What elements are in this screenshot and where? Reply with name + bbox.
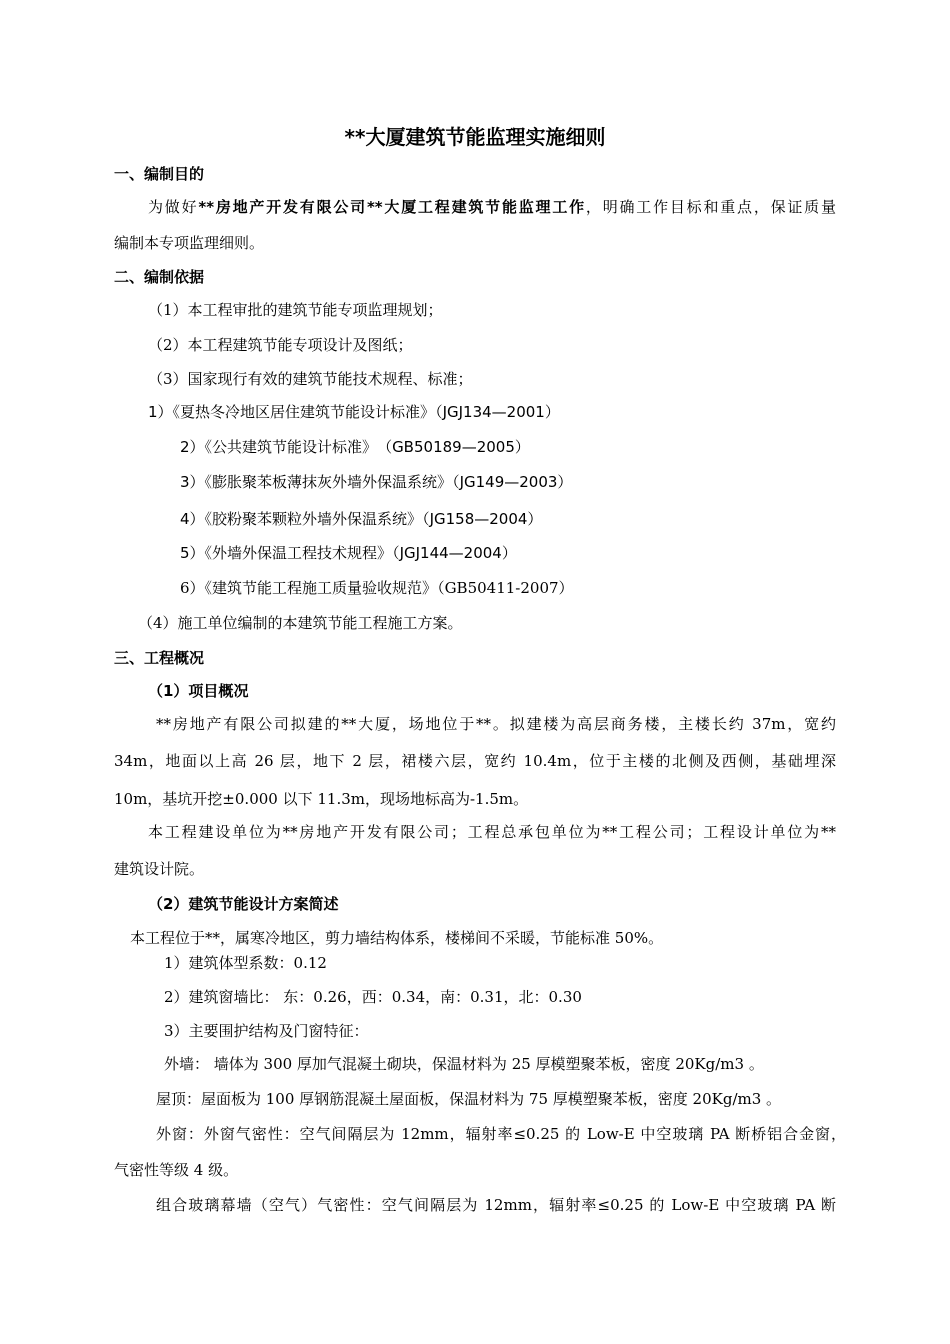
overview-paragraph-line1: **房地产有限公司拟建的**大厦，场地位于**。拟建楼为高层商务楼，主楼长约 37m，宽约: [156, 715, 836, 733]
envelope-window-line1: 外窗：外窗气密性：空气间隔层为 12mm，辐射率≤0.25 的 Low-E 中空玻璃 PA 断桥铝合金窗，: [156, 1125, 846, 1143]
overview-paragraph-line3: 10m，基坑开挖±0.000 以下 11.3m，现场地标高为-1.5m。: [114, 790, 529, 808]
purpose-paragraph-line2: 编制本专项监理细则。: [114, 234, 265, 252]
standard-name: 《夏热冬冷地区居住建筑节能设计标准》: [172, 403, 436, 421]
basis-item-1: （1）本工程审批的建筑节能专项监理规划；: [148, 301, 443, 319]
section-heading-purpose: 一、编制目的: [114, 165, 205, 183]
standard-code: （JGJ134—2001）: [435, 403, 560, 421]
subheading-project-overview: （1）项目概况: [148, 682, 249, 700]
feature-envelope-title: 3）主要围护结构及门窗特征：: [164, 1022, 369, 1040]
units-paragraph-line1: 本工程建设单位为**房地产开发有限公司；工程总承包单位为**工程公司；工程设计单位为**: [148, 823, 836, 841]
standard-name: 《胶粉聚苯颗粒外墙外保温系统》: [204, 510, 423, 528]
standard-number: 3）: [180, 473, 205, 491]
standard-item-1: [148, 402, 560, 422]
subheading-design-scheme: （2）建筑节能设计方案简述: [148, 895, 339, 913]
feature-shape-coefficient: 1）建筑体型系数：0.12: [164, 954, 327, 972]
standard-name: 《建筑节能工程施工质量验收规范》: [204, 579, 438, 597]
standard-item-3: [180, 472, 572, 492]
purpose-text-post: ，明确工作目标和重点，保证质量: [585, 198, 836, 216]
standard-item-4: [180, 509, 542, 529]
purpose-paragraph-line1: [148, 197, 836, 217]
overview-paragraph-line2: 34m，地面以上高 26 层，地下 2 层，裙楼六层，宽约 10.4m，位于主楼的北侧及西侧，基础埋深: [114, 752, 836, 770]
standard-name: 《公共建筑节能设计标准》: [204, 438, 370, 456]
standard-code: （JG158—2004）: [422, 510, 543, 528]
standard-code: （GB50189—2005）: [369, 438, 530, 456]
standard-code: （GB50411-2007）: [437, 579, 574, 597]
envelope-exterior-wall: 外墙： 墙体为 300 厚加气混凝土砌块，保温材料为 25 厚模塑聚苯板，密度 20Kg/m3 。: [164, 1055, 764, 1073]
standard-number: 6）: [180, 579, 205, 597]
standard-number: 4）: [180, 510, 205, 528]
section-heading-overview: 三、工程概况: [114, 649, 205, 667]
envelope-roof: 屋顶：屋面板为 100 厚钢筋混凝土屋面板，保温材料为 75 厚模塑聚苯板，密度 20Kg/m3 。: [156, 1090, 782, 1108]
section-heading-basis: 二、编制依据: [114, 268, 205, 286]
standard-number: 1）: [148, 403, 173, 421]
standard-item-2: [180, 437, 530, 457]
standard-name: 《外墙外保温工程技术规程》: [204, 544, 393, 562]
basis-item-4: （4）施工单位编制的本建筑节能工程施工方案。: [138, 614, 463, 632]
standard-name: 《膨胀聚苯板薄抹灰外墙外保温系统》: [204, 473, 453, 491]
design-scheme-intro: 本工程位于**，属寒冷地区，剪力墙结构体系，楼梯间不采暖，节能标准 50%。: [130, 929, 664, 947]
standard-number: 2）: [180, 438, 205, 456]
standard-item-6: [180, 578, 574, 598]
standard-number: 5）: [180, 544, 205, 562]
purpose-text-bold: **房地产开发有限公司**大厦工程建筑节能监理工作: [198, 198, 586, 216]
basis-item-3: （3）国家现行有效的建筑节能技术规程、标准；: [148, 370, 473, 388]
purpose-text-pre: 为做好: [148, 198, 199, 216]
standard-code: （JG149—2003）: [452, 473, 573, 491]
basis-item-2: （2）本工程建筑节能专项设计及图纸；: [148, 336, 413, 354]
envelope-curtain-wall: 组合玻璃幕墙（空气）气密性：空气间隔层为 12mm，辐射率≤0.25 的 Low-E 中空玻璃 PA 断: [156, 1196, 836, 1214]
units-paragraph-line2: 建筑设计院。: [114, 860, 205, 878]
standard-item-5: [180, 543, 517, 563]
envelope-window-line2: 气密性等级 4 级。: [114, 1161, 239, 1179]
feature-window-wall-ratio: 2）建筑窗墙比： 东：0.26，西：0.34，南：0.31，北：0.30: [164, 988, 582, 1006]
document-title: **大厦建筑节能监理实施细则: [344, 125, 606, 149]
standard-code: （JGJ144—2004）: [392, 544, 517, 562]
